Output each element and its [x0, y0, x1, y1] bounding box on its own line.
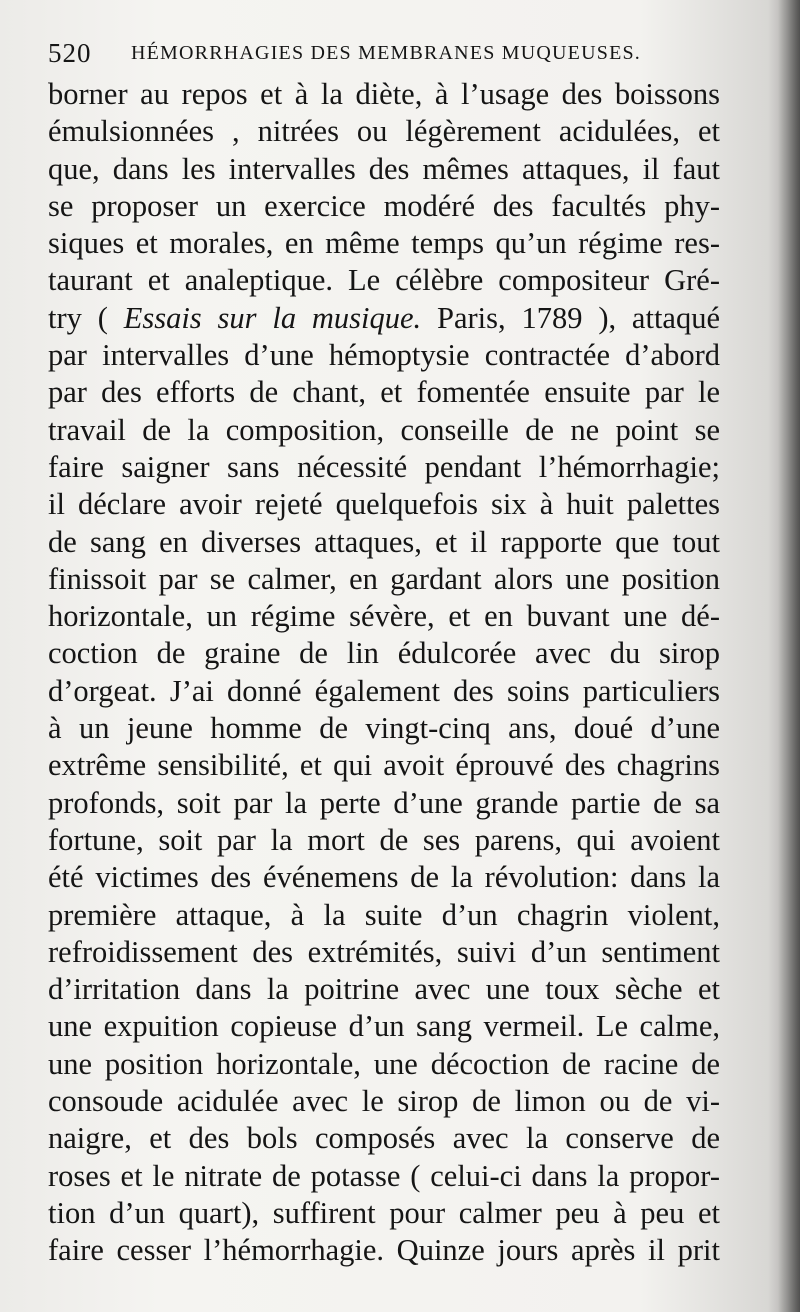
text-line: d’irritation dans la poitrine avec une toux sèche et — [48, 972, 720, 1007]
text-line: par des efforts de chant, et fomentée ensuite par le — [48, 375, 720, 410]
page-number: 520 — [48, 38, 92, 68]
text-line: finissoit par se calmer, en gardant alors une position — [48, 561, 720, 596]
body-text — [48, 76, 720, 1270]
text-line: par intervalles d’une hémoptysie contractée d’abord — [48, 338, 720, 373]
text-line: à un jeune homme de vingt-cinq ans, doué d’une — [48, 711, 720, 746]
page-header — [48, 38, 768, 74]
text-line: refroidissement des extrémités, suivi d’un sentiment — [48, 934, 720, 969]
text-line: se proposer un exercice modéré des facultés phy- — [48, 188, 720, 223]
text-line: extrême sensibilité, et qui avoit éprouvé des chagrins — [48, 748, 720, 783]
citation-open: try ( — [48, 300, 124, 335]
citation-rest: Paris, 1789 ), attaqué — [421, 300, 720, 335]
text-line: été victimes des événemens de la révolution: dans la — [48, 860, 720, 895]
text-line: taurant et analeptique. Le célèbre compositeur Gré- — [48, 263, 720, 298]
text-line: il déclare avoir rejeté quelquefois six à huit palettes — [48, 487, 720, 522]
text-line: une expuition copieuse d’un sang vermeil. Le calme, — [48, 1009, 720, 1044]
text-line: profonds, soit par la perte d’une grande partie de sa — [48, 785, 720, 820]
text-line: travail de la composition, conseille de ne point se — [48, 412, 720, 447]
text-line: borner au repos et à la diète, à l’usage des boissons — [48, 77, 720, 111]
text-line: une position horizontale, une décoction de racine de — [48, 1046, 720, 1081]
text-line: horizontale, un régime sévère, et en buvant une dé- — [48, 599, 720, 634]
text-line: coction de graine de lin édulcorée avec du sirop — [48, 636, 720, 671]
text-line-citation — [48, 300, 720, 337]
text-line: consoude acidulée avec le sirop de limon ou de vi- — [48, 1084, 720, 1119]
text-line: roses et le nitrate de potasse ( celui-ci dans la propor- — [48, 1158, 720, 1193]
text-line: faire cesser l’hémorrhagie. Quinze jours après il prit — [48, 1233, 720, 1268]
text-line: fortune, soit par la mort de ses parens, qui avoient — [48, 822, 720, 857]
page-shadow-edge — [778, 0, 800, 1312]
text-line: naigre, et des bols composés avec la conserve de — [48, 1121, 720, 1156]
text-line: tion d’un quart), suffirent pour calmer peu à peu et — [48, 1195, 720, 1230]
text-line: émulsionnées , nitrées ou légèrement acidulées, et — [48, 114, 720, 149]
text-line: première attaque, à la suite d’un chagrin violent, — [48, 897, 720, 932]
text-line: que, dans les intervalles des mêmes attaques, il faut — [48, 151, 720, 186]
citation-title: Essais sur la musique. — [123, 300, 422, 335]
text-line: siques et morales, en même temps qu’un régime res- — [48, 226, 720, 261]
text-line: d’orgeat. J’ai donné également des soins particuliers — [48, 673, 720, 708]
text-line: faire saigner sans nécessité pendant l’hémorrhagie; — [48, 449, 720, 484]
text-line: de sang en diverses attaques, et il rapporte que tout — [48, 524, 720, 559]
running-head: HÉMORRHAGIES DES MEMBRANES MUQUEUSES. — [131, 42, 642, 64]
